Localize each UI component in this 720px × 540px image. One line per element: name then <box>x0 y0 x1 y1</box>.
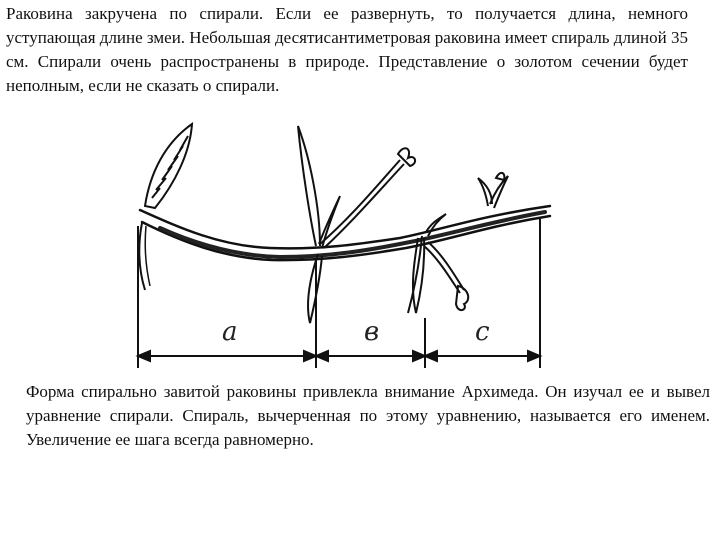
segment-label-a: a <box>222 317 238 347</box>
sprout-right <box>478 173 508 208</box>
segment-label-c: c <box>475 317 490 347</box>
segment-label-b: в <box>364 317 380 347</box>
branch-stem <box>140 206 550 260</box>
branch-diagram <box>120 118 560 378</box>
leaf-top-left <box>139 124 192 290</box>
top-paragraph: Раковина закручена по спирали. Если ее развернуть, то получается длина, немного уступающая длине змеи. Небольшая десятисантиметровая раковина имеет спираль длиной 35 см. Спирали очень распространены в природе. Представление о золотом сечении будет неполным, если не сказать о спирали. <box>6 4 688 95</box>
bottom-paragraph: Форма спирально завитой раковины привлекла внимание Архимеда. Он изучал ее и вывел уравнение спирали. Спираль, вычерченная по этому уравнению, называется его именем. Увеличение ее шага всегда равномерно. <box>26 382 710 449</box>
